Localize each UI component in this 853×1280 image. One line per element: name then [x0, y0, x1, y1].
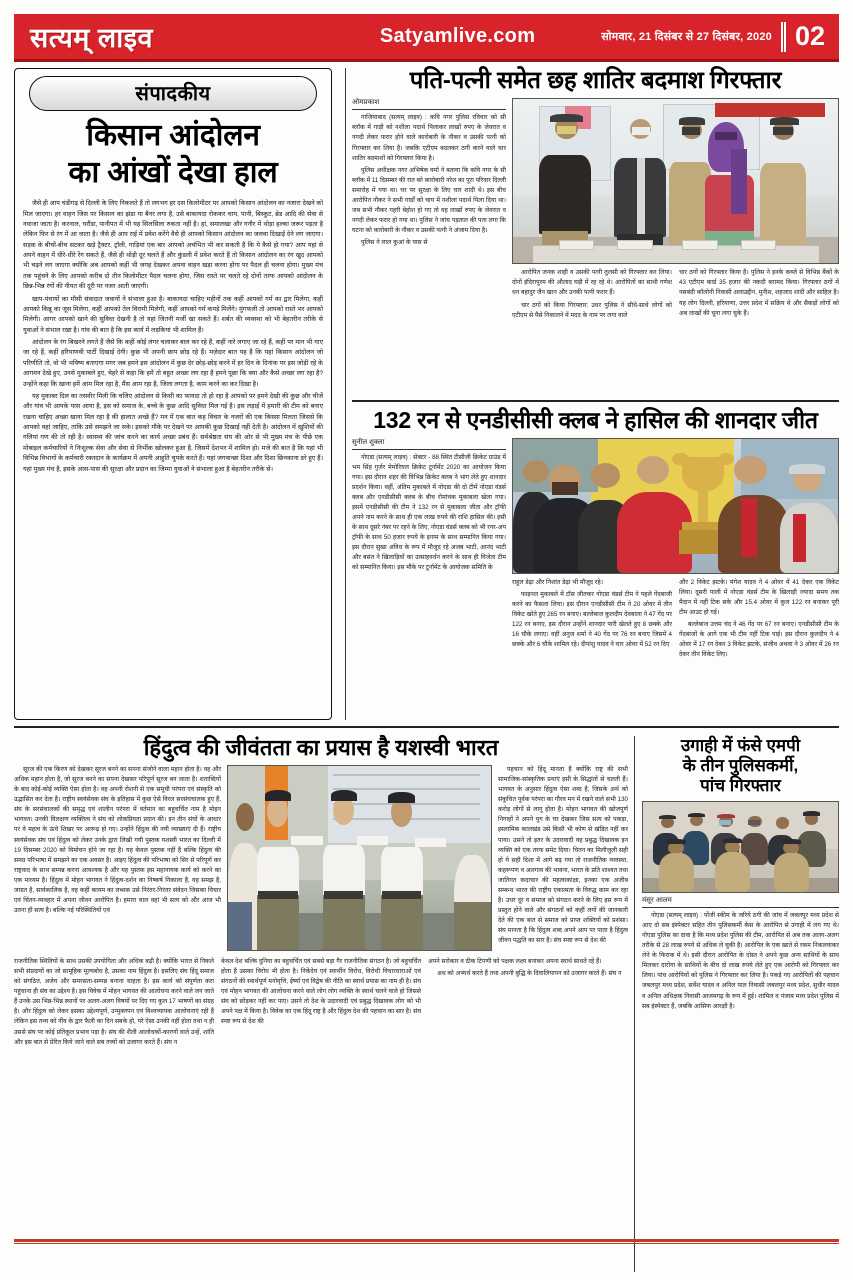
- masthead-website[interactable]: Satyamlive.com: [379, 25, 536, 47]
- bottom-section: [14, 736, 839, 1272]
- cricket-column-1: [352, 438, 512, 720]
- cricket-paragraph: फाइनल मुकाबले में टॉस जीतकर नोएडा वंडर्स टीम ने पहले गेंदबाजी करने का फैसला लिया। इस दौरान एनडीसीसी टीम ने 20 ओवर में तीन विकेट खोते हुए 265 रन बनाए। बल्लेबाज कुलदीप देवबाला ने 47 गेंद पर 122 रन बनाए, इस दौरान उन्होंने शानदार पारी खेलते हुए 8 छक्के और 16 चौके लगाए। वहीं अनुज शर्मा ने 40 गेंद पर 76 रन बनाए जिसमें 4 छक्के और 6 चौके शामिल रहे। दीपांशु यादव ने चार ओवर में 52 रन दिए: [512, 590, 672, 648]
- editorial-paragraph: यह मुकाबर दिल का तसवीर मिली कि चलिए आंदोलन से किसी का फायदा तो हो रहा है आपको पर हमने देखी की कुछ और चीजें और गांव भी आपके पास आया है, इस को समाज के, बच्चे के कुछ आदि सुविधा मिल गई है। इस लड़ाई में हमारी की टीम को बनाए रखना चाहिए अच्छा खाना मिल रहा है की हालात अच्छे हैं? मन में एक बात कह विचार के नजरों की एक किस्सा मिलता जिससे कि आपको वहां जाहिए, ताकि उसे समझने जा सके। इसको मौके पर देखने पर आपकी कुछ दिखाई नहीं देती है। आंदोलन में खुशियों की गलियां गण की तो रही है। स्वास्थ्य की जांच करने का कार्य अच्छा प्रबंध हैं। सर्वश्रेष्ठता संघ की ओर से भी मुख्य मंच के पीछे एक मोबाइल कर्मचारियों ने निःशुल्क सेवा और सेवा से निर्भीक खोलकर हुआ है, जिसमें देशभर में शामिल हो। मजे की बात है कि यहां भी विभिन्न विभागों के कर्मचारी रक्तदान के कार्यक्रम में अपनी आहुति चुपके करते हैं। यहां जगवान्छा दिशा और दिशा छिनकाना डरे हुए हैं। यहां मुख्य मंच है, इसके आस-पास की सुरक्षा और प्रदान का जिम्मा युवाओं ने संभाला हुआ है बेहतरीन तरीके से।: [23, 392, 323, 473]
- cricket-paragraph: नोएडा (सत्यम् लाइव) : सेक्टर - 88 स्थित टीसीजी क्रिकेट ग्राउंड में भम सिंह गुर्जर मेमोरियल क्रिकेट टूर्नामेंट 2020 का आयोजन किया गया। इस दौरान शहर की विभिन्न क्रिकेट क्लब ने भाग लेते हुए शानदार प्रदर्शन किया। वहीं, अंतिम मुकाबले में नोएडा की दो टीमें नोएडा वंडर्स क्लब और एनडीसीसी क्लब के बीच रोमांचक मुकाबला खेला गया। इसमें एनडीसीसी की टीम ने 132 रन से मुकाबला जीता और ट्रॉफी अपने नाम करने के साथ ही एक लाख रुपये की राशि हासिल की। इसी के साथ दूसरे नंबर पर रहने के लिए, नोएडा वंडर्स क्लब को भी रनर-अप ट्रॉफी के साथ 50 हजार रुपये के इनाम के साथ सम्मानित किया गया। इस दौरान सुखा अविध के रूप में मौजूद रहे अजब भाटी, आनंद भाटी और बसंत ने खिलाड़ियों का उत्साहवर्धन करने के साथ ही विजेता टीम को सम्मानित किया। इस मौके पर टूर्नामेंट के आयोजक समिति के: [352, 453, 506, 572]
- crime-lower-columns: [512, 268, 839, 394]
- cricket-photo-area: [512, 438, 839, 720]
- masthead-logo: सत्यम् लाइव: [30, 23, 153, 53]
- crime-paragraph: चार ठगों को किया गिरफ्तार: उधर पुलिस ने सीधे-साधे लोगों को एटीएम से पैसे निकालने में मदद के नाम पर लगा वाले: [512, 301, 672, 319]
- mp-police-photo: [642, 801, 839, 893]
- bottom-red-rule: [14, 1239, 839, 1244]
- crime-paragraph: गाजियाबाद (सत्यम् लाइव) : कवि नगर पुलिस रविवार को सी ब्लॉक में गाड़ी को नशीला पदार्थ पिलाकर लाखों रुपए के जेवरात व नगदी लेकर फरार होने वाले कारोबारी के नौकर व उसकी पत्नी को गिरफ्तार कर लिया है। जबकि एटीएम बदलकर ठगी करने वाले चार शातिर बदमाशों को गिरफ्तार किया है।: [352, 114, 506, 162]
- cricket-body-col1: [352, 453, 506, 576]
- hindutva-paragraph: अथ को अभ्यर्थ करते हैं तथा अपनी बुद्धि के दिवालियापन को उजागर करते हैं। संघ न: [437, 970, 622, 978]
- editorial-headline-line2: का आंखों देखा हाल: [68, 155, 278, 189]
- hindutva-paragraph: राजनीतिक स्थितियों के साथ उसकी उपयोगिता और अधिक बढ़ी है। क्योंकि भारत से निकले सभी संप्रदायों का जो सामूहिक मूल्यबोध है, उसका नाम हिंदुत्व है। इसलिए संघ हिंदू समाज को संगठित, अजेय और समरसता-सम्पन्न बनाना चाहता है। इस कार्य को संपूर्णता करा पहुंचाना ही संघ का उद्देश्य है। इस विवेक में मोहन भागवत की आलोचना करने वाले जन जाते हैं उनके उस भिन्न-भिन्न स्थानों पर अलग-अलग विषयों पर दिए गए कुल 17 भाषणों का संग्रह है। और हिंदुत्व को लेकर इसका उद्देश्यपूर्ण, उन्मुक्तपन एवं विश्वव्यापक आलोचनाएं रही हैं लेकिन इस तथ्य को नींव के द्वार फैली का दिन सबके हो, परे ऐसा उनकी नहीं होता तथा न ही उससे संघ पर कोई प्रतिकूल प्रभाव पड़ा है। संघ की शैली आलोचकों-कारणों वाले उन्हें, शांति और इस बात से प्रेरित किये जाने वाले सब तत्त्वों को उजागर करते हैं। संघ न: [14, 958, 214, 1046]
- hindutva-bottom-row: [14, 957, 628, 1277]
- column-divider: [345, 68, 346, 720]
- cricket-paragraph: और 2 विकेट झटके। मंगेश यादव ने 4 ओवर में 41 देकर एक विकेट लिया। दूसरी पाली में नोएडा वंडर्स टीम के खिलाड़ी ज्यादा समय तक मैदान में नहीं टिक सके और 15.4 ओवर में कुल 122 रन बनाकर पूरी टीम आउट हो गई।: [679, 578, 839, 616]
- hindutva-article: [14, 736, 634, 1272]
- crime-paragraph: आरोपित जनक शाही व उसकी पत्नी तुलसी को गिरफ्तार कर लिया। दोनों इंदिरापुरम की औलाद घड़ी में रह रहे थे। आरोपितों का साथी गणेश धन बहादुर जैन खान और उनकी पत्नी फरार हैं।: [512, 269, 672, 297]
- crime-paragraph: पुलिस अधीक्षक नगर अभिषेक वर्मा ने बताया कि कवि नगर के सी ब्लॉक में 11 दिसम्बर की रात को कारोबारी नरेश का पूरा परिवार दिल्ली समारोह में गया था। घर पर सुरक्षा के लिए चार शादी थे। इस बीच आरोपित नौकर ने सभी गार्डों को चाय में नशीला पदार्थ पिला दिया था। जब सभी नौकर गहरी बेहोश हो गए तो वह लाखों रुपए के जेवरात व नगदी लेकर फरार हो गया था। पुलिस ने जांच पड़ताल की पता लगा कि घटना को कारोबारी के नौकर व उसकी पत्नी ने अंजाम दिया है।: [352, 166, 506, 234]
- cricket-body-col3: [679, 578, 839, 720]
- mp-body: [642, 911, 839, 1013]
- cricket-paragraph: बल्लेबाज उत्तम चंद ने 46 गेंद पर 67 रन बनाए। एनडीसीसी टीम के गेंदबाजों के आगे एक भी टीम नहीं टिक पाई। इस दौरान कुलदीप ने 4 ओवर में 17 रन देकर 3 विकेट झटके, संजीव अथवा ने 3 ओवर में 26 रन देकर तीन विकेट लिए।: [679, 620, 839, 659]
- cricket-body-col2: [512, 578, 672, 720]
- cricket-article: [352, 438, 839, 720]
- right-top-column: [352, 68, 839, 720]
- cricket-paragraph: राहुल डेढ़ा और निशांत डेढ़ा भी मौजूद रहे।: [512, 578, 603, 586]
- editorial-box: [14, 68, 332, 720]
- editorial-paragraph: जैसे ही आप चंडीगढ़ से दिल्ली के लिए निकलते हैं तो लगभग हर दस किलोमीटर पर आपको किसान आंदोलन का नजारा देखने को मिल जाएगा। हर वाहन जिस पर किसान का झंडा या बैनर लगा है, उसे बाकायदा रोककर चाय, पानी, बिस्कुट, ब्रेड आदि की सेवा से नवाजा जाता है। करनाल, घरौंडा, पानीपत में भी यह सिलसिला रुकता नहीं है। हां, समालखा और गनौर में थोड़ा हल्का जरूर पड़ता है लेकिन फिर से रंग में आ जाता है। जैसे ही आप राई में प्रवेश करेंगे वैसे ही आपको किसान आंदोलन का जलवा दिखाई देने लग जाएगा। सड़क के बीचों-बीच सटकर खड़े ट्रैक्टर, ट्रॉली, गाड़ियां एक बार आपको अचंभित भी कर सकती हैं कि ये कैसे हो गया? आप यहां से अपने वाहन में धीरे-धीरे रेंग सकते हैं, जैसे ही थोड़ी दूर चलते हैं और कुंडली में प्रवेश करते हैं तो किसान आंदोलन का रंग खुद आपको भी चढ़ने लग जाएगा क्योंकि अब आपको कहीं भी जगह देखकर अपना वाहन खड़ा करना होगा पर पैदल ही चलना होगा। मुख्य मंच तक पहुंचने के लिए आपको करीब दो तीन किलोमीटर पैदल चलना होगा, जिस रास्ते पर चलते रहे दोनों तरफ आपको आंदोलन के छिन्न-भिन्न रंगों की नीयत की दूरी पर नजर आती जाएगी।: [23, 200, 323, 291]
- cricket-lower-columns: [512, 578, 839, 720]
- crime-headline: पति-पत्नी समेत छह शातिर बदमाश गिरफ्तार: [409, 67, 782, 94]
- hindutva-top-row: [14, 765, 628, 951]
- cricket-photo: [512, 438, 839, 574]
- page-number: 02: [794, 21, 825, 51]
- hindutva-paragraph: सूरज की एक किरण को देखकर सूरज बनने का सपना संजोने वाला महान होता है। वह और अधिक महान होता है, जो सूरज बनने का सपना देखकर परिपूर्ण सूरज बन जाता है। शताब्दियों के बाद कोई-कोई व्यक्ति ऐसा होता है। वह अपनी रोशनी से एक समूची परंपरा एवं संस्कृति को उद्भासित कर देता है। राष्ट्रीय स्वयंसेवक संघ के इतिहास में कुछ ऐसे विरल सरसंघचालक हुए हैं, संघ के सरसंचालकों की समृद्ध एवं शालीन परंपरा में वर्तमान का बहुचर्चित नाम है मोहन भागवत। उनकी विलक्षण व्यक्तित्व ने संघ को लोकप्रियता प्रदान की। इन तीन संघों के आधार पर वे महत्व के ऊंचे शिखर पर आरूढ़ हो गए। उन्होंने हिंदुत्व की नयी व्याख्याएं दी हैं। राष्ट्रीय स्वयंसेवक संघ एवं हिंदुत्व को लेकर उनके द्वारा लिखी गयी पुस्तक यशस्वी भारत का दिल्ली में 19 दिसम्बर 2020 को विमोचन होने जा रहा है। यह केवल पुस्तक नहीं है बल्कि हिंदुत्व की समग्र परिभाषा में समझने का एक अवसर है। आइए हिंदुत्व की परिभाषा को सिर से परिपूर्ण कर राष्ट्रवाद के साथ सम्पन्न करना आवश्यक है और यह पुस्तक इस महानायक कार्य को करने का एक माध्यम है। हिंदुत्व में मोहन भागवत ने हिंदुत्व-दर्शन का निष्कर्ष निकाला है, वह समझ है, जाग्रत है, सार्वकालिक है, वह कहीं कायम का लब्धक उसे निरंतर-निरंतर संवेदन जिसका विचार एवं चिंतन-व्यवहार में अपना जीवन आरोपित है। हमारा चाल वहां भी सत्य को और आज भी उतना ही सत्य है। बल्कि नई परिस्थितियों एवं: [14, 766, 221, 914]
- hindutva-body-col-c: [428, 957, 628, 1277]
- crime-byline: ओमप्रकाश: [352, 98, 506, 110]
- hindutva-body-col1-top: [14, 765, 227, 951]
- crime-body-col2: [512, 268, 672, 394]
- hindutva-body-col-a: [14, 957, 214, 1277]
- crime-photo-area: [512, 98, 839, 394]
- major-section-divider: [14, 726, 839, 728]
- hindutva-paragraph: केवल देश बल्कि दुनिया का बहुचर्चित एवं सबसे बड़ा गैर राजनीतिक संगठन है। जो बहुचर्चित होता है उसका विरोध भी होता है। निकेंदेय एवं स्वार्थीन विरोध, विरोधी विचारधाराओं एवं संगठनों की स्वार्थपूर्ण मनोवृत्ति, ईर्ष्या एवं विद्वेष की नीति का स्वार्थ प्रयास का नाम ही है। संघ एवं मोहन भागवत की आलोचना करने वाले लोग लोग व्यक्ति के स्वार्थ चलने वाले हो जिससे संघ को छोड़कर नहीं कर पाए। उसने तो देश के उदारवादी एवं प्रबुद्ध दिखावक लोग को भी अपने पक्ष में किया है। विवेक का एक हिंदू राष्ट्र है और हिंदुत्व देश की पहचान का सार है। संघ स्पष्ट रूप से देश की: [221, 958, 421, 1026]
- editorial-badge: संपादकीय: [29, 76, 317, 111]
- hindutva-paragraph: अपने सरोकार व ठीक टिपणी को पक्षक लक्ष्य बनाकर अपना स्वार्थ साधते रहे हैं।: [428, 958, 602, 966]
- mp-police-article: [634, 736, 839, 1272]
- section-divider: [352, 400, 839, 402]
- rss-photo: [227, 765, 492, 951]
- crime-photo: [512, 98, 839, 264]
- crime-body-col3: [679, 268, 839, 394]
- hindutva-body-col-b: [221, 957, 421, 1277]
- editorial-paragraph: आंदोलन के रंग बिखरने लगते हैं जैसे कि कहीं कोई लंगर चलाकर बाल कर रहे हैं, कहीं नारे लगाए जा रहे हैं, कहीं पर मान भी गाए जा रहे हैं, कहीं हरियाणवी पार्टी दिखाई देगी। कुछ भी अपनी छाप छोड़ रहे हैं। मज़ेदार बात यह है कि यहां किसान आंदोलन जो परिणीति तो, वो भी भविष्य बताएगा मगर जब हमने इस आंदोलन में कुछ देर छोड़-छोड़ करने में हर दिन के दिनांक पर इस जोड़ी रहे के आगमन देखे हुए, उनसे मुकाबले हुए, चेहरे से कहा कि हमें तो बहुत अच्छा लग रहा है हमने पूछा कि क्या और कैसे अच्छा लग रहा है? उन्होंने कहा कि खाना हमें आम मिल रहा है, मैंस आम रहा है, जिला लगता है, काम करने का कर दिखा है।: [23, 339, 323, 388]
- cricket-headline: 132 रन से एनडीसीसी क्लब ने हासिल की शानदार जीत: [373, 407, 818, 434]
- hindutva-headline: हिंदुत्व की जीवंतता का प्रयास है यशस्वी भारत: [143, 735, 499, 760]
- crime-paragraph: चार ठगों को गिरफ्तार किया है। पुलिस ने इनके कब्जे से विभिन्न बैंकों के 43 एटीएम कार्ड 35 हजार की नकदी बरामद किया। गिरफ्तार ठगों में नसबंदी कॉलोनी निवासी अलाउद्दीन, मुनीश, शहजाद शादी और साहिल है। यह लोग दिल्ली, हरियाणा, उत्तर प्रदेश में सक्रिय थे और सैकड़ों लोगों को अब लाखों की चूना लगा चुके हैं।: [679, 269, 839, 317]
- crime-article: [352, 98, 839, 394]
- cricket-byline: सुनील शुक्ला: [352, 438, 506, 450]
- hindutva-body-col2-top: [498, 765, 628, 951]
- crime-paragraph: पुलिस ने लाल कुआं के पास से: [361, 238, 428, 246]
- hindutva-paragraph: पहचान को हिंदू मानता है क्योंकि राष्ट्र की सभी सामाजिक-सांस्कृतिक प्रथाएं इसी के सिद्धांतों से चलती हैं। भागवत के अनुसार हिंदुत्व ऐसा शब्द है, जिसके अर्थ को संकुचित पूर्वक परंपरा का गौरव मन में रखने वाले सभी 130 करोड़ लोगों से लागू होता है। मोहन भागवत की खोजपूर्ण निगाहों ने अपने युग के घर देखकर जिस सत्य को पकड़ा, इस्लामिक कालखंड उसे किसी भी कोण से खंडित नहीं कर पाया। उसने तो इतर के उदारवादी वह प्रबुद्ध दिखावक इन व्यक्ति को एक तरफ समेट दिया। चितन का मिलीजुली सही हो ये सही दिशा में आगे बढ़ गया तो राजनीतिक व्यवस्था, कहरूपण व अलगाव की भावना, भारत के प्रति शाश्वत तथा जातिगत कदाचार की महत्वाकांक्षा, इनका एक अजीब सम्बन्ध भारत की राष्ट्रीय एकात्मता के विरुद्ध काम कर रहा है। उधर दूर व समाज को संगठन करने के लिए इस रूप में प्रस्तुत होने वाले और संगठनों को कहीं लगों की जानकारी देते की एक बात से समाज को प्राप्त शक्तियों को प्रशंसा। संघ मानता है कि हिंदुत्व शब्द अपने आप पर पाता है हिंदुत्व जीवन पद्धति का सार है। संघ स्पष्ट रूप से देश की: [498, 766, 628, 944]
- masthead-divider-icon: [781, 22, 786, 52]
- masthead-date: सोमवार, 21 दिसंबर से 27 दिसंबर, 2020: [601, 31, 772, 43]
- mp-headline-line1: उगाही में फंसे एमपी: [680, 736, 801, 755]
- editorial-paragraph: खाप-पंचायों का मौसी संवादात जवानों ने संभाला हुआ है। बाकायदा चाहिए महीनों तक कहीं आपको गर्म का द्वार मिलेगा, कहीं आपको किन्नू का जूस मिलेगा, कहीं आपको तेल विरामी मिलेगी, कहीं आपको गर्म कपड़े मिलेंगे। मुंगफली तो आपको रास्ते भर आपको मिलेगी। आगर आपको खाने की सुविधा देखनी है तो यहां जितनी मर्जी खा सकते हैं। शर्बत की व्यवस्था को भी बेहतरीन तरीके से युवाओं ने संभाल रखा है। गांव की बात है कि इस कार्य में लड़कियां भी शामिल हैं।: [23, 295, 323, 334]
- editorial-headline: [23, 118, 323, 191]
- mp-paragraph: नोएडा (सत्यम् लाइव) : पोंजी स्कीम के जरिये ठगी की जांच में जबलपुर मध्य प्रदेश से आए दो सब इंस्पेक्टर सहित तीन पुलिसकर्मी केस के आरोपित से उगाही में लग गए थे। नोएडा पुलिस का दावा है कि मध्य प्रदेश पुलिस की टीम, आरोपित से अब तक अलग-अलग तरीके से 28 लाख रुपये से अधिक ले चुकी है। आरोपित के एक खाते से रकम निकलवाकर लेने के फिराक में थे। इसी दौरान आरोपित के दोस्त ने अपने कुछ अन्य साथियों के साथ मिलकर दारोगा के साथियों के बीच दो लाख रुपये लेते हुए एक आरोपी को गिरफ्तार कर लिया। पांच आरोपियों को पुलिस ने गिरफ्तार कर लिया है। पकड़े गए आरोपितों की पहचान जबलपुर मध्य प्रदेश, सर्वेश यादव व अनिल पाल निवासी जबलपुर मध्य प्रदेश, सुधीर यादव व अनिल अधिक्षक निवासी आजमगढ़ के रूप में हुई। शामिल व पंजाब मध्य प्रदेश पुलिस में सब इंस्पेक्टर हैं, जबकि आसिफ आरक्षी है।: [642, 912, 839, 1010]
- crime-column-1: [352, 98, 512, 394]
- top-section: [14, 68, 839, 720]
- masthead-right-group: [601, 22, 839, 52]
- crime-body-col1: [352, 113, 506, 250]
- editorial-headline-line1: किसान आंदोलन: [86, 119, 260, 152]
- mp-headline-line2: के तीन पुलिसकर्मी,: [682, 756, 799, 776]
- mp-byline: मंसूर आलम: [642, 896, 839, 908]
- editorial-body: [23, 199, 323, 713]
- masthead: [14, 14, 839, 62]
- mp-headline-line3: पांच गिरफ्तार: [700, 776, 781, 796]
- mp-headline: [642, 736, 839, 796]
